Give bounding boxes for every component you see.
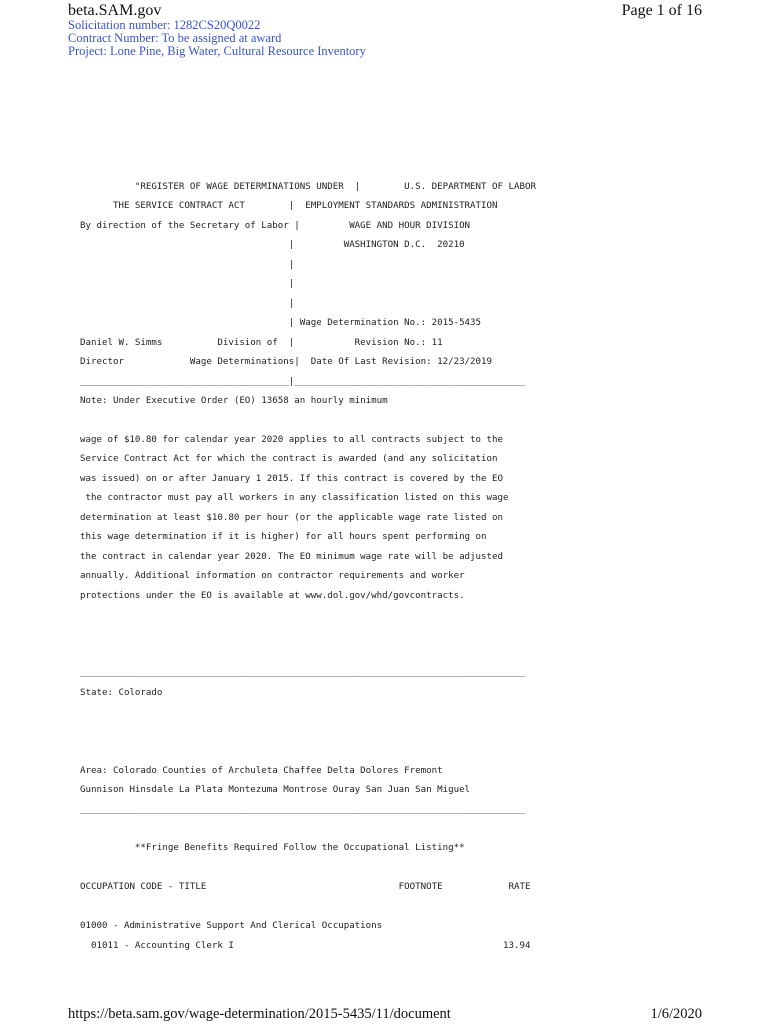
wage-determination-text — [80, 178, 536, 956]
document-line: | — [80, 259, 295, 270]
document-line: Gunnison Hinsdale La Plata Montezuma Montrose Ouray San Juan San Miguel — [80, 785, 471, 796]
document-line: By direction of the Secretary of Labor | WAGE AND HOUR DIVISION — [80, 220, 471, 231]
solicitation-number: Solicitation number: 1282CS20Q0022 — [68, 18, 261, 32]
document-line: ______________________________________|__________________________________________ — [80, 376, 525, 387]
document-line: State: Colorado — [80, 687, 163, 698]
document-line: **Fringe Benefits Required Follow the Occupational Listing** — [80, 843, 465, 854]
document-line — [80, 742, 536, 761]
document-line: Area: Colorado Counties of Archuleta Chaffee Delta Dolores Fremont — [80, 765, 443, 776]
document-line: | — [80, 279, 295, 290]
document-line: THE SERVICE CONTRACT ACT | EMPLOYMENT STANDARDS ADMINISTRATION — [80, 201, 498, 212]
document-line: Director Wage Determinations| Date Of Last Revision: 12/23/2019 — [80, 357, 493, 368]
document-line: determination at least $10.80 per hour (or the applicable wage rate listed on — [80, 512, 504, 523]
document-url: https://beta.sam.gov/wage-determination/2015-5435/11/document — [68, 1006, 451, 1022]
contract-number: Contract Number: To be assigned at award — [68, 31, 282, 45]
document-line: this wage determination if it is higher) for all hours spent performing on — [80, 532, 487, 543]
document-line: the contractor must pay all workers in any classification listed on this wage — [80, 493, 509, 504]
document-line: | WASHINGTON D.C. 20210 — [80, 240, 465, 251]
document-line: Service Contract Act for which the contract is awarded (and any solicitation — [80, 454, 498, 465]
document-line: _________________________________________________________________________________ — [80, 804, 525, 815]
document-line — [80, 820, 536, 839]
document-line — [80, 723, 536, 742]
document-line: the contract in calendar year 2020. The EO minimum wage rate will be adjusted — [80, 551, 504, 562]
document-line — [80, 625, 536, 644]
document-line: OCCUPATION CODE - TITLE FOOTNOTE RATE — [80, 882, 531, 893]
document-line: Daniel W. Simms Division of | Revision No.: 11 — [80, 337, 443, 348]
page-number: Page 1 of 16 — [621, 2, 702, 19]
document-line — [80, 703, 536, 722]
document-line — [80, 645, 536, 664]
document-line: "REGISTER OF WAGE DETERMINATIONS UNDER | U.S. DEPARTMENT OF LABOR — [80, 182, 536, 192]
document-line: | Wage Determination No.: 2015-5435 — [80, 318, 482, 329]
document-line: wage of $10.80 for calendar year 2020 applies to all contracts subject to the — [80, 434, 504, 445]
document-line: _________________________________________________________________________________ — [80, 668, 525, 679]
document-line — [80, 606, 536, 625]
document-line: 01011 - Accounting Clerk I 13.94 — [80, 940, 531, 951]
project-name: Project: Lone Pine, Big Water, Cultural Resource Inventory — [68, 44, 366, 58]
document-line — [80, 411, 536, 430]
document-line: annually. Additional information on contractor requirements and worker — [80, 571, 465, 582]
document-line: 01000 - Administrative Support And Clerical Occupations — [80, 921, 383, 932]
print-date: 1/6/2020 — [650, 1006, 702, 1022]
solicitation-info — [68, 19, 366, 58]
document-line — [80, 898, 536, 917]
document-line: protections under the EO is available at www.dol.gov/whd/govcontracts. — [80, 590, 465, 601]
document-line: | — [80, 298, 295, 309]
document-line: was issued) on or after January 1 2015. If this contract is covered by the EO — [80, 473, 504, 484]
site-name: beta.SAM.gov — [68, 2, 162, 19]
document-line: Note: Under Executive Order (EO) 13658 an hourly minimum — [80, 395, 388, 406]
document-line — [80, 859, 536, 878]
